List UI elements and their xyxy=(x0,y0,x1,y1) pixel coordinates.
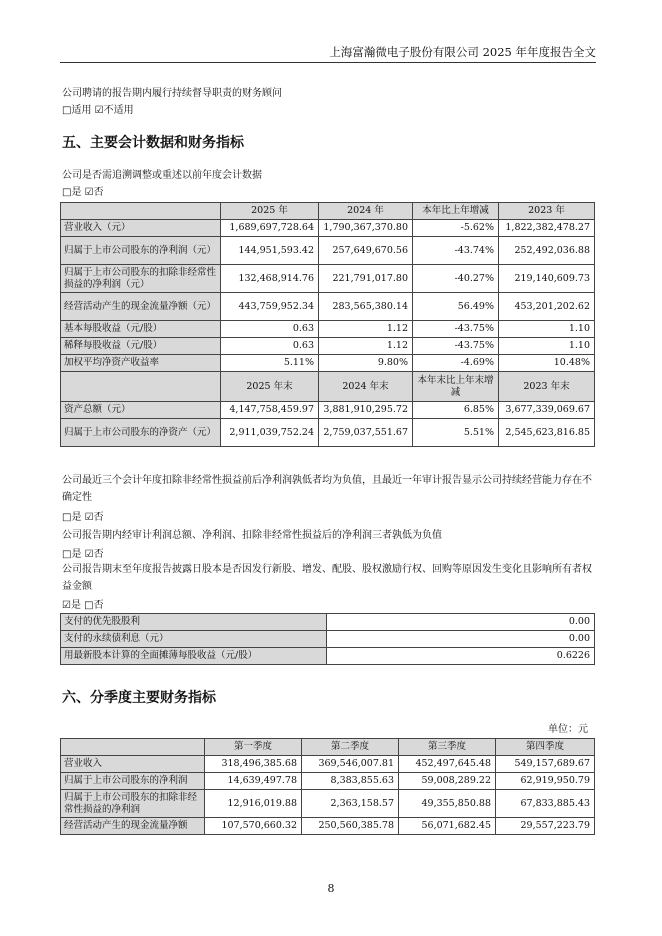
row-label: 归属于上市公司股东的净资产（元） xyxy=(61,419,221,447)
cell: 1.10 xyxy=(499,338,595,355)
cell: -40.27% xyxy=(413,265,499,293)
quarterly-table xyxy=(60,738,595,835)
cell: 219,140,609.73 xyxy=(499,265,595,293)
cell: 1.12 xyxy=(319,321,413,338)
cell: 549,157,689.67 xyxy=(496,756,595,773)
cell: 0.63 xyxy=(221,338,319,355)
cell: 2,911,039,752.24 xyxy=(221,419,319,447)
cell: 1.12 xyxy=(319,338,413,355)
cell: 0.00 xyxy=(327,614,595,631)
col-header: 第三季度 xyxy=(399,739,496,756)
cell: 12,916,019.88 xyxy=(205,790,302,818)
row-label: 用最新股本计算的全面摊薄每股收益（元/股） xyxy=(61,648,327,665)
cell: 9.80% xyxy=(319,355,413,372)
cell: 5.51% xyxy=(413,419,499,447)
table-row xyxy=(61,355,595,372)
cell: 452,497,645.48 xyxy=(399,756,496,773)
negative-profit-choice: □是 ☑否 xyxy=(62,549,104,560)
row-label: 支付的永续债利息（元） xyxy=(61,631,327,648)
cell: 14,639,497.78 xyxy=(205,773,302,790)
cell: 0.6226 xyxy=(327,648,595,665)
cell: -43.75% xyxy=(413,338,499,355)
table-row xyxy=(61,631,595,648)
row-label: 归属于上市公司股东的净利润 xyxy=(61,773,205,790)
table-row xyxy=(61,773,595,790)
cell: -4.69% xyxy=(413,355,499,372)
cell: 56,071,682.45 xyxy=(399,818,496,835)
row-label: 归属于上市公司股东的扣除非经常性损益的净利润 xyxy=(61,790,205,818)
col-header: 2025 年 xyxy=(221,203,319,220)
negative-profit-question: 公司报告期内经审计利润总额、净利润、扣除非经常性损益后的净利润三者孰低为负值 xyxy=(62,530,442,541)
col-header: 第二季度 xyxy=(302,739,399,756)
cell: 318,496,385.68 xyxy=(205,756,302,773)
col-header: 第四季度 xyxy=(496,739,595,756)
document-header: 上海富瀚微电子股份有限公司 2025 年年度报告全文 xyxy=(329,45,596,59)
row-label: 加权平均净资产收益率 xyxy=(61,355,221,372)
share-change-question: 公司报告期末至年度报告披露日股本是否因发行新股、增发、配股、股权激励行权、回购等原因发生变化且影响所有者权益金额 xyxy=(62,564,592,592)
cell: 453,201,202.62 xyxy=(499,293,595,321)
cell: 29,557,223.79 xyxy=(496,818,595,835)
row-label: 营业收入 xyxy=(61,756,205,773)
page-number: 8 xyxy=(327,882,335,895)
table-row xyxy=(61,265,595,293)
cell: 6.85% xyxy=(413,402,499,419)
cell: 252,492,036.88 xyxy=(499,237,595,265)
table-row xyxy=(61,818,595,835)
cell: 2,759,037,551.67 xyxy=(319,419,413,447)
cell: 250,560,385.78 xyxy=(302,818,399,835)
cell: 221,791,017.80 xyxy=(319,265,413,293)
row-label: 营业收入（元） xyxy=(61,220,221,237)
table-row xyxy=(61,790,595,818)
going-concern-choice: □是 ☑否 xyxy=(62,512,104,523)
cell: 132,468,914.76 xyxy=(221,265,319,293)
cell: 0.63 xyxy=(221,321,319,338)
col-header: 本年比上年增减 xyxy=(413,203,499,220)
cell: -43.75% xyxy=(413,321,499,338)
cell: 107,570,660.32 xyxy=(205,818,302,835)
cell: 283,565,380.14 xyxy=(319,293,413,321)
cell: -43.74% xyxy=(413,237,499,265)
header-rule xyxy=(60,62,596,63)
cell: 8,383,855.63 xyxy=(302,773,399,790)
table-header-row xyxy=(61,372,595,402)
cell: 2,545,623,816.85 xyxy=(499,419,595,447)
cell: 59,008,289.22 xyxy=(399,773,496,790)
cell: 5.11% xyxy=(221,355,319,372)
row-label: 归属于上市公司股东的净利润（元） xyxy=(61,237,221,265)
section5-title: 五、主要会计数据和财务指标 xyxy=(62,135,244,151)
col-header: 第一季度 xyxy=(205,739,302,756)
table-row xyxy=(61,648,595,665)
row-label: 经营活动产生的现金流量净额（元） xyxy=(61,293,221,321)
table-row xyxy=(61,293,595,321)
cell: 257,649,670.56 xyxy=(319,237,413,265)
cell: 49,355,850.88 xyxy=(399,790,496,818)
row-label: 支付的优先股股利 xyxy=(61,614,327,631)
row-label: 基本每股收益（元/股） xyxy=(61,321,221,338)
table-row xyxy=(61,614,595,631)
col-header: 2025 年末 xyxy=(221,372,319,402)
cell: 62,919,950.79 xyxy=(496,773,595,790)
restate-choice: □是 ☑否 xyxy=(62,187,104,198)
table-row xyxy=(61,402,595,419)
cell: 3,881,910,295.72 xyxy=(319,402,413,419)
table-row xyxy=(61,321,595,338)
restate-question: 公司是否需追溯调整或重述以前年度会计数据 xyxy=(62,170,262,181)
key-data-table xyxy=(60,202,595,447)
table-row xyxy=(61,419,595,447)
cell: 1,822,382,478.27 xyxy=(499,220,595,237)
unit-label: 单位：元 xyxy=(548,724,588,735)
row-label: 资产总额（元） xyxy=(61,402,221,419)
cell: 3,677,339,069.67 xyxy=(499,402,595,419)
row-label: 经营活动产生的现金流量净额 xyxy=(61,818,205,835)
cell: 443,759,952.34 xyxy=(221,293,319,321)
row-label: 稀释每股收益（元/股） xyxy=(61,338,221,355)
share-change-choice: ☑是 □否 xyxy=(62,600,104,611)
cell: 0.00 xyxy=(327,631,595,648)
cell: -5.62% xyxy=(413,220,499,237)
section6-title: 六、分季度主要财务指标 xyxy=(62,690,216,706)
table-header-row xyxy=(61,739,595,756)
advisor-question: 公司聘请的报告期内履行持续督导职责的财务顾问 xyxy=(62,88,282,99)
cell: 1,790,367,370.80 xyxy=(319,220,413,237)
cell: 56.49% xyxy=(413,293,499,321)
col-header: 2024 年末 xyxy=(319,372,413,402)
table-row xyxy=(61,220,595,237)
advisor-choice: □适用 ☑不适用 xyxy=(62,105,134,116)
cell: 144,951,593.42 xyxy=(221,237,319,265)
cell: 369,546,007.81 xyxy=(302,756,399,773)
cell: 10.48% xyxy=(499,355,595,372)
col-header: 2023 年末 xyxy=(499,372,595,402)
table-row xyxy=(61,237,595,265)
cell: 2,363,158.57 xyxy=(302,790,399,818)
cell: 1,689,697,728.64 xyxy=(221,220,319,237)
eps-table xyxy=(60,613,595,665)
cell: 67,833,885.43 xyxy=(496,790,595,818)
cell: 1.10 xyxy=(499,321,595,338)
col-header: 2023 年 xyxy=(499,203,595,220)
table-header-row xyxy=(61,203,595,220)
row-label: 归属于上市公司股东的扣除非经常性损益的净利润（元） xyxy=(61,265,221,293)
col-header: 本年末比上年末增减 xyxy=(413,372,499,402)
cell: 4,147,758,459.97 xyxy=(221,402,319,419)
table-row xyxy=(61,756,595,773)
going-concern-question: 公司最近三个会计年度扣除非经常性损益前后净利润孰低者均为负值，且最近一年审计报告显示公司持续经营能力存在不确定性 xyxy=(62,475,592,503)
col-header: 2024 年 xyxy=(319,203,413,220)
table-row xyxy=(61,338,595,355)
